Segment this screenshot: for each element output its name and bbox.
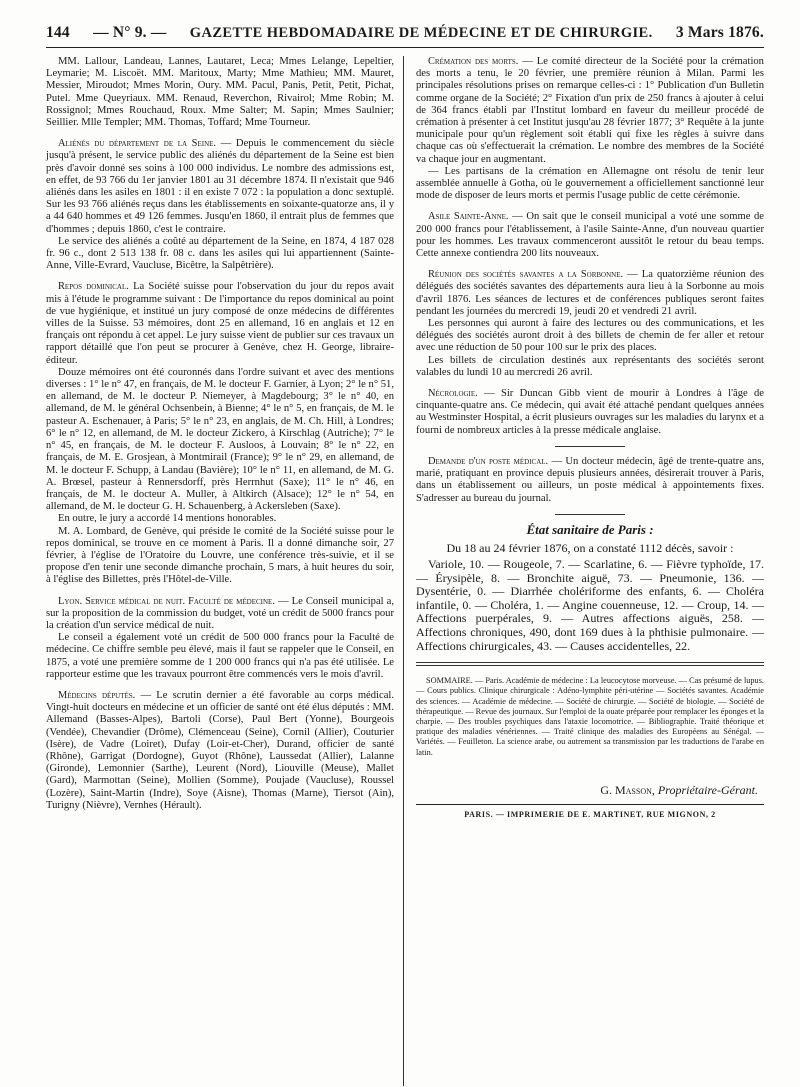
article-repos-p4: M. A. Lombard, de Genève, qui préside le comité de la Société suisse pour le repos dominical, se trouve en ce moment à Paris. Il a donné dimanche soir, 27 février, à l'église de l'Oratoire du Louvre, une conférence très-suivie, et il se propose d'en tenir une seconde dimanche prochain, 5 mars, à huit heures du soir, à l'église des Billettes, près l'Hôtel-de-Ville. (46, 525, 394, 586)
section-divider (555, 446, 625, 447)
article-necrologie-p1 (416, 388, 764, 437)
article-demande (416, 456, 764, 505)
article-text: La Société suisse pour l'observation du jour du repos avait mis à l'étude le programme suivant : De l'importance du repos dominical au point de vue hygiénique, et institué un jury composé de onze médecins de différentes villes de la Suisse. 53 mémoires, dont 25 en allemand, 16 en anglais et 12 en français ont répondu à cet appel. Le jury suisse vient de publier sur ces travaux un rapport détaillé que l'on peut se procurer à Genève, chez H. George, libraire-éditeur. (46, 281, 395, 366)
article-reunion-p2: Les personnes qui auront à faire des lectures ou des communications, et les délégués des sociétés auront droit à des billets de chemin de fer aller et retour avec une réduction de 50 pour 100 sur le prix des places. (416, 318, 764, 354)
etat-sanitaire-body (416, 558, 764, 653)
article-repos-p3: En outre, le jury a accordé 14 mentions honorables. (58, 513, 277, 525)
names-list: MM. Lallour, Landeau, Lannes, Lautaret, Leca; Mmes Lelange, Lepeltier, Leymarie; M. Liscoët. MM. Maritoux, Marty; Mme Mathieu; MM. Mauret, Messier, Miroudot; Mmes Morin, Oury. MM. Pacul, Panis, Petit, Petit, Pichat, Putel. Mme Queyriaux. MM. Renaud, Reverchon, Rivairol; Mme Robin; M. Rossignol; Mmes Rouchaud, Roux. Mme Salter; M. Sapin; Mmes Saulnier; Seillier. Mlle Templer; MM. Thomas, Toffard; Mme Tourneur. (46, 56, 394, 129)
journal-title: GAZETTE HEBDOMADAIRE DE MÉDECINE ET DE CHIRURGIE. (189, 25, 653, 41)
article-necrologie (416, 388, 764, 437)
article-repos (46, 281, 394, 586)
article-text: — Un docteur médecin, âgé de trente-quatre ans, marié, pratiquant en province depuis plusieurs années, désirerait trouver à Paris, dans un établissement ou ailleurs, un poste médical à appointements fixes. S'adresser au bureau du journal. (416, 455, 764, 504)
article-text: — Sir Duncan Gibb vient de mourir à Londres à l'âge de cinquante-quatre ans. Ce médecin, qui avait été attaché pendant quelques années au Westminster Hospital, a écrit plusieurs ouvrages sur les maladies du larynx et a fourni de nombreux articles à la presse médicale anglaise. (416, 388, 765, 436)
article-deputes (46, 690, 394, 812)
article-reunion (416, 269, 764, 379)
article-repos-p2: Douze mémoires ont été couronnés dans l'ordre suivant et avec des mentions diverses : 1° le n° 47, en français, de M. le docteur F. Garnier, à Lyon; 2° le n° 51, en allemand, de M. le docteur P. Niemeyer, à Magdebourg; 3° le n° 40, en allemand, de M. le général Ochsenbein, à Bienne; 4° le n° 5, en français, de M. le pasteur A. Eschenauer, à Paris; 5° le n° 23, en anglais, de M. Ch. Hill, à Londres; 6° le n° 12, en allemand, de M. le docteur Zickero, à Kirschlag (Autriche); 7° le n° 45, en français, de M. le docteur F. Ausloos, à Louvain; 8° le n° 22, en français, de M. E. Grosjean, à Montmirail (France); 9° le n° 29, en allemand, de M. le docteur F. Schupp, à Landau (Bavière); 10° le n° 11, en allemand, de M. G. A. Brœsel, pasteur à Rennersdorff, près Herrnhut (Saxe); 11° le n° 46, en français, de M. le docteur A. Muller, à Altkirch (Alsace); 12° le n° 54, en allemand, de M. le docteur G. H. Schauenberg, à Ackersleben (Saxe). (46, 366, 394, 513)
imprimerie-line: PARIS. — IMPRIMERIE DE E. MARTINET, RUE MIGNON, 2 (416, 804, 764, 821)
article-heading: Médecins députés. (58, 689, 136, 701)
left-column (46, 56, 405, 821)
article-heading: Repos dominical. (58, 281, 129, 293)
right-column (405, 56, 764, 821)
article-text: — Le scrutin dernier a été favorable au corps médical. Vingt-huit docteurs en médecine et un officier de santé ont été élus députés : MM. Allemand (Basses-Alpes), Bartoli (Corse), Paul Bert (Yonne), Bourgeois (Vendée), Chevandier (Drôme), Clémenceau (Seine), Cornil (Allier), Couturier (Isère), de Vadre (Loiret), Dufay (Loir-et-Cher), Durand, officier de santé (Rhône), Garrigat (Dordogne), Guyot (Rhône), Laussedat (Allier), Lalanne (Gironde), Lemonnier (Sarthe), Leurent (Nord), Liouville (Meuse), Mallet (Gard), Marmottan (Seine), Mollien (Somme), Poujade (Vaucluse), Roussel (Lozère), Saint-Martin (Indre), Soye (Aisne), Thomas (Marne), Tiersot (Ain), Turigny (Nièvre), Vernhes (Hérault). (46, 689, 394, 811)
article-heading: Nécrologie. (428, 388, 478, 400)
names-list-block (46, 56, 394, 129)
article-alienes (46, 138, 394, 272)
article-repos-p1 (46, 281, 394, 366)
article-text: — Depuis le commencement du siècle jusqu'à présent, le service public des aliénés du département de la Seine est bien près d'avoir donné ses soins à 100 000 individus. Le nombre des admissions est, en effet, de 93 766 du 1er janvier 1801 au 31 décembre 1874. Il n'existait que 946 aliénés dans les asiles en 1801 : il en existe 7 072 : la population a donc sextuplé. Sur les 93 766 aliénés reçus dans les établissements en soixante-quatorze ans, il y a 44 640 hommes et 49 126 femmes. Jusqu'en 1860, il entrait plus de femmes que d'hommes ; depuis 1860, c'est le contraire. (46, 138, 394, 235)
article-cremation (416, 56, 764, 202)
sommaire-text: SOMMAIRE. — Paris. Académie de médecine : La leucocytose morveuse. — Cas présumé de lupus. — Cours publics. Clinique chirurgicale : Adéno-lymphite péri-utérine — Sociétés savantes. Académie des sciences. — Académie de médecine. — Société de chirurgie. — Société de biologie. — Société de thérapeutique. — Revue des journaux. Sur l'emploi de la ouate préparée pour remplacer les éponges et la charpie. — Des troubles psychiques dans l'ataxie locomotrice. — Bibliographie. Traité théorique et pratique des maladies vénériennes. — Traité clinique des maladies des Européens au Sénégal. — Variétés. — Feuilleton. La science arabe, ou autrement sa transmission par les traductions de l'arabe en latin. (416, 676, 764, 757)
article-text: — Le comité directeur de la Société pour la crémation des morts a tenu, le 20 février, une première réunion à Milan. Parmi les principales résolutions prises on remarque celles-ci : 1° Publication d'un Bulletin comme organe de la Société; 2° Fixation d'un prix de 250 francs à ajouter à celui de 364 francs établi par l'Institut lombard en faveur du meilleur procédé de crémation à présenter à cet Institut jusqu'au 28 février 1877; 3° Requête à la junte municipale pour qu'un règlement soit établi qui fixe les règles à suivre dans chaque cas où s'effectuerait la crémation. Le nombre des membres de la Société va chaque jour en augmentant. (416, 56, 764, 165)
etat-sanitaire-subtitle: Du 18 au 24 février 1876, on a constaté 1112 décès, savoir : (446, 540, 734, 555)
article-alienes-p1 (46, 138, 394, 236)
article-deputes-p1 (46, 690, 394, 812)
columns (46, 56, 764, 821)
article-reunion-p1 (416, 269, 764, 318)
article-heading: Crémation des morts. (428, 56, 519, 67)
article-lyon (46, 596, 394, 681)
issue-date: 3 Mars 1876. (675, 24, 764, 41)
etat-sanitaire-text: Variole, 10. — Rougeole, 7. — Scarlatine, 6. — Fièvre typhoïde, 17. — Érysipèle, 8. — Bronchite aiguë, 73. — Pneumonie, 136. — Dysentérie, 0. — Diarrhée cholériforme des enfants, 6. — Choléra infantile, 0. — Choléra, 1. — Angine couenneuse, 12. — Croup, 14. — Affections puerpérales, 9. — Autres affections aiguës, 258. — Affections chroniques, 490, dont 169 dues à la phthisie pulmonaire. — Affections chirurgicales, 43. — Causes accidentelles, 22. (416, 557, 764, 653)
article-reunion-p3: Les billets de circulation destinés aux représentants des sociétés seront valables du lundi 10 au mercredi 26 avril. (416, 354, 764, 378)
article-cremation-p1 (416, 56, 764, 166)
article-demande-p1 (416, 456, 764, 505)
article-heading: Lyon. Service médical de nuit. Faculté de médecine. (58, 595, 275, 607)
article-text: — Le Conseil municipal a, sur la proposition de la commission du budget, voté un crédit de 5000 francs pour la création d'un service médical de nuit. (46, 595, 394, 631)
double-rule (416, 662, 764, 666)
signature (416, 784, 764, 796)
page-number: 144 (46, 24, 70, 41)
article-heading: Demande d'un poste médical. (428, 455, 549, 467)
article-cremation-p2: — Les partisans de la crémation en Allemagne ont résolu de tenir leur assemblée annuelle à Gotha, où le gouvernement a officiellement sanctionné leur mode de disposer de leurs morts et permis l'usage public de cette cérémonie. (416, 165, 764, 202)
article-heading: Réunion des sociétés savantes a la Sorbonne. (428, 269, 624, 281)
signature-name: G. Masson, (600, 782, 655, 797)
section-divider (555, 514, 625, 515)
signature-role: Propriétaire-Gérant. (657, 782, 758, 797)
article-text: — La quatorzième réunion des délégués des sociétés savantes des départements aura lieu à la Sorbonne au mois d'avril 1876. Les séances de lectures et de conférences publiques seront faites pendant les journées du mercredi 19, jeudi 20 et vendredi 21 avril. (416, 269, 764, 317)
article-alienes-p2: Le service des aliénés a coûté au département de la Seine, en 1874, 4 187 028 fr. 96 c., dont 2 513 138 fr. 08 c. dans les asiles qui lui appartiennent (Sainte-Anne, Ville-Evrard, Vaucluse, Bicêtre, la Salpêtrière). (46, 235, 394, 272)
issue-number: — N° 9. — (93, 24, 167, 41)
article-asile (416, 211, 764, 260)
article-heading: Asile Sainte-Anne. (428, 211, 509, 223)
article-asile-p1 (416, 211, 764, 260)
article-lyon-p2: Le conseil a également voté un crédit de 500 000 francs pour la Faculté de médecine. Ce chiffre semble peu élevé, mais il faut se rappeler que le Conseil, en 1875, a voté une première somme de 1 200 000 francs qui n'a pas été utilisée. Le rapporteur estime que les travaux pourront être commencés vers le mois d'avril. (46, 632, 394, 680)
article-text: — On sait que le conseil municipal a voté une somme de 200 000 francs pour l'établissement, à l'asile Sainte-Anne, d'un nouveau quartier pour les hommes. Les travaux commenceront aussitôt le retour du beau temps. Cette annexe contiendra 200 lits nouveaux. (416, 211, 764, 260)
page-header (46, 24, 764, 48)
etat-sanitaire-title: État sanitaire de Paris : (526, 521, 654, 537)
column-divider (403, 56, 404, 1086)
sommaire-block (416, 676, 764, 758)
article-lyon-p1 (46, 596, 394, 633)
article-heading: Aliénés du département de la Seine. (58, 138, 216, 150)
